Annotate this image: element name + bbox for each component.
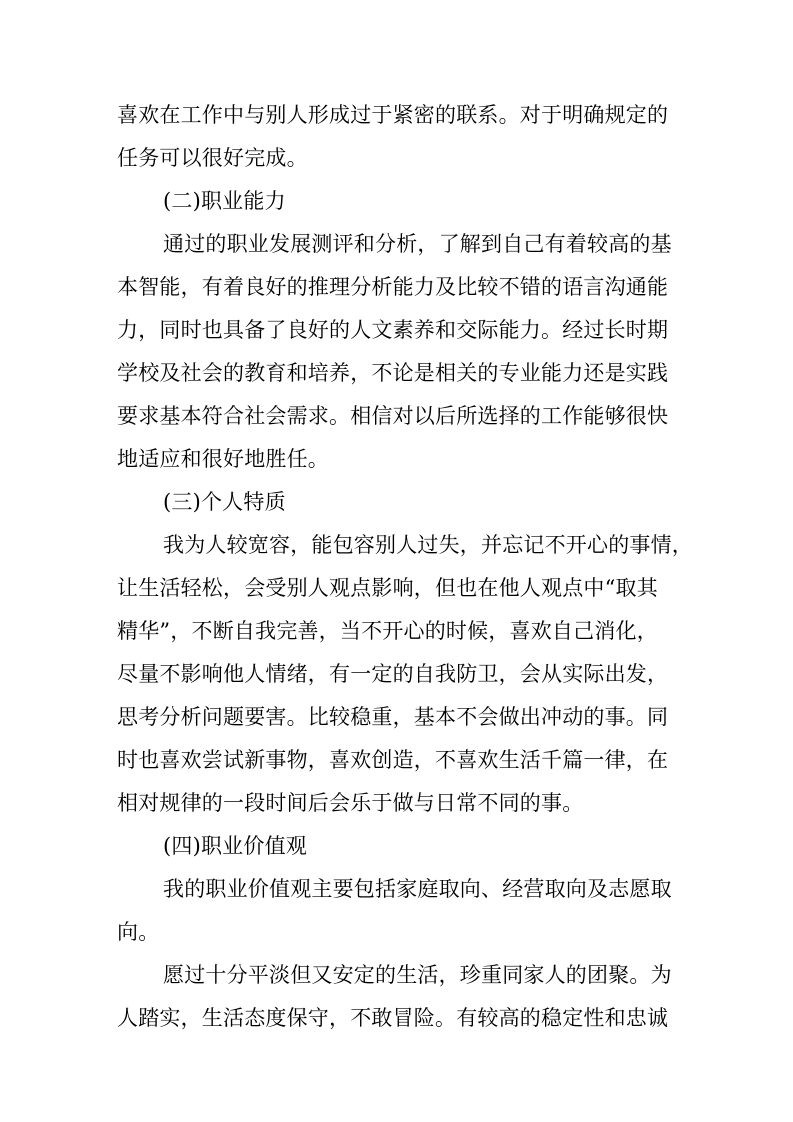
body-text-line: 喜欢在工作中与别人形成过于紧密的联系。对于明确规定的	[117, 103, 669, 127]
body-text-line: 本智能，有着良好的推理分析能力及比较不错的语言沟通能	[117, 275, 669, 299]
body-text-line: 相对规律的一段时间后会乐于做与日常不同的事。	[117, 791, 584, 815]
section-heading: (二)职业能力	[163, 189, 286, 213]
body-text-line: 我为人较宽容，能包容别人过失，并忘记不开心的事情，	[163, 533, 693, 557]
body-text-line: 愿过十分平淡但又安定的生活，珍重同家人的团聚。为	[163, 963, 672, 987]
body-text-line: 人踏实，生活态度保守，不敢冒险。有较高的稳定性和忠诚	[117, 1006, 669, 1030]
body-text-line: 思考分析问题要害。比较稳重，基本不会做出冲动的事。同	[117, 705, 669, 729]
body-text-line: 任务可以很好完成。	[117, 146, 308, 170]
body-text-line: 精华”，不断自我完善，当不开心的时候，喜欢自己消化，	[117, 619, 658, 643]
body-text-line: 向。	[117, 920, 160, 944]
body-text-line: 我的职业价值观主要包括家庭取向、经营取向及志愿取	[163, 877, 672, 901]
section-heading: (三)个人特质	[163, 490, 286, 514]
body-text-line: 地适应和很好地胜任。	[117, 447, 329, 471]
section-heading: (四)职业价值观	[163, 834, 307, 858]
body-text-line: 学校及社会的教育和培养，不论是相关的专业能力还是实践	[117, 361, 669, 385]
body-text-line: 尽量不影响他人情绪，有一定的自我防卫，会从实际出发，	[117, 662, 669, 686]
body-text-line: 力，同时也具备了良好的人文素养和交际能力。经过长时期	[117, 318, 669, 342]
body-text-line: 要求基本符合社会需求。相信对以后所选择的工作能够很快	[117, 404, 669, 428]
body-text-line: 通过的职业发展测评和分析，了解到自己有着较高的基	[163, 232, 672, 256]
body-text-line: 时也喜欢尝试新事物，喜欢创造，不喜欢生活千篇一律，在	[117, 748, 669, 772]
body-text-line: 让生活轻松，会受别人观点影响，但也在他人观点中“取其	[117, 576, 658, 600]
